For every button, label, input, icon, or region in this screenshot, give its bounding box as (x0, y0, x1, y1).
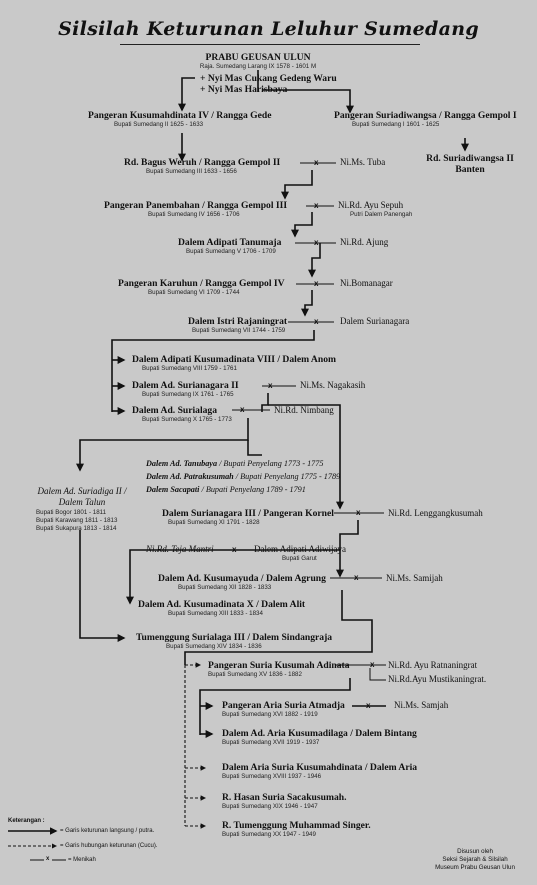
gen2-2-name: Dalem Ad. Kusumayuda / Dalem Agrung (158, 573, 326, 584)
line-chain1-chain2 (285, 170, 312, 198)
left-branch-sub-2: Bupati Karawang 1811 - 1813 (36, 517, 118, 524)
marriage-mark-8: x (356, 508, 361, 517)
legend-x-mark: x (46, 856, 50, 862)
side-marriage-right: Dalem Adipati Adiwijaya (254, 544, 346, 554)
node-right1 (334, 110, 517, 129)
gen4-1-sub: Bupati Sumedang XVI 1882 - 1919 (222, 711, 318, 718)
gen2-node-1 (162, 508, 334, 527)
left1-name: Pangeran Kusumahdinata IV / Rangga Gede (88, 110, 272, 121)
sib1-sub: Bupati Sumedang VIII 1759 - 1761 (142, 365, 237, 372)
right1-name: Pangeran Suriadiwangsa / Rangga Gempol I (334, 110, 517, 121)
marriage-line-11 (370, 668, 386, 680)
chain1-spouse: Ni.Ms. Tuba (340, 157, 386, 167)
chain5-sub: Bupati Sumedang VII 1744 - 1759 (192, 327, 286, 334)
line-chain4-chain5 (305, 290, 312, 315)
left1-sub: Bupati Sumedang II 1625 - 1633 (114, 121, 204, 128)
gen2-3-name: Dalem Ad. Kusumadinata X / Dalem Alit (138, 599, 306, 610)
gen4-node-2 (222, 728, 417, 747)
chain4-name: Pangeran Karuhun / Rangga Gempol IV (118, 278, 285, 289)
marriage-mark-10: x (370, 660, 375, 669)
marriage-mark-6: x (268, 381, 273, 390)
left-branch-sub-1: Bupati Bogor 1801 - 1811 (36, 509, 107, 516)
sib-node-1 (132, 354, 336, 373)
marriage-mark-11: x (366, 701, 371, 710)
sib3-sub: Bupati Sumedang X 1765 - 1773 (142, 416, 232, 423)
marriage-mark-9: x (354, 573, 359, 582)
gen4-3-sub: Bupati Sumedang XVIII 1937 - 1946 (222, 773, 322, 780)
marriage-mark-side: x (232, 545, 237, 554)
chain5-name: Dalem Istri Rajaningrat (188, 316, 288, 327)
gen2-2-spouse: Ni.Ms. Samijah (386, 573, 443, 583)
chain2-name: Pangeran Panembahan / Rangga Gempol III (104, 200, 288, 211)
chain-node-4 (118, 278, 285, 297)
root-node (178, 52, 338, 71)
chain4-sub: Bupati Sumedang VI 1709 - 1744 (148, 289, 240, 296)
chain3-spouse: Ni.Rd. Ajung (340, 237, 389, 247)
line-sib2-down (262, 393, 268, 412)
line-sib3-kornel (248, 440, 262, 455)
regent-3-name: Dalem Sacapati (146, 485, 200, 494)
gen2-1-name: Dalem Surianagara III / Pangeran Kornel (162, 508, 334, 519)
node-left1 (88, 110, 271, 129)
regent-1-name: Dalem Ad. Tanubaya (146, 459, 218, 468)
root-wife-2: + Nyi Mas Harisbaya (200, 84, 288, 95)
chain2-spouse-sub: Putri Dalem Panengah (350, 211, 413, 218)
line-left-to-sindangraja (80, 530, 124, 638)
credit-block (420, 848, 530, 872)
regent-3 (146, 485, 306, 495)
sib2-name: Dalem Ad. Surianagara II (132, 380, 239, 391)
chain3-name: Dalem Adipati Tanumaja (178, 237, 282, 248)
gen3-node (208, 660, 350, 679)
gen4-4-name: R. Hasan Suria Sacakusumah. (222, 792, 347, 803)
gen4-5-name: R. Tumenggung Muhammad Singer. (222, 820, 371, 831)
regent-3-sub: / Bupati Penyelang 1789 - 1791 (201, 485, 306, 494)
gen4-node-5 (222, 820, 371, 839)
gen4-1-spouse: Ni.Ms. Samjah (394, 700, 449, 710)
credit-line-1: Disusun oleh (457, 848, 493, 855)
sib-node-2 (132, 380, 239, 399)
gen3-spouse-2: Ni.Rd.Ayu Mustikaningrat. (388, 674, 487, 684)
chain5-spouse: Dalem Surianagara (340, 316, 410, 326)
marriage-mark-3: x (314, 238, 319, 247)
gen2-1-sub: Bupati Sumedang XI 1791 - 1828 (168, 519, 260, 526)
gen4-4-sub: Bupati Sumedang XIX 1946 - 1947 (222, 803, 318, 810)
root-name: PRABU GEUSAN ULUN (205, 52, 311, 63)
root-sub: Raja. Sumedang Larang IX 1578 - 1601 M (199, 63, 317, 70)
gen3-name: Pangeran Suria Kusumah Adinata (208, 660, 350, 671)
right2-name2: Banten (455, 164, 485, 175)
chain2-spouse-block (338, 200, 412, 219)
gen4-5-sub: Bupati Sumedang XX 1947 - 1949 (222, 831, 316, 838)
marriage-mark-4: x (314, 279, 319, 288)
sib2-sub: Bupati Sumedang IX 1761 - 1765 (142, 391, 234, 398)
gen4-node-3 (222, 762, 417, 781)
chain-node-5 (188, 316, 287, 335)
marriage-mark-1: x (314, 158, 319, 167)
chain-node-1 (124, 157, 280, 176)
sib3-spouse: Ni.Rd. Nimbang (274, 405, 334, 415)
right2-name: Rd. Suriadiwangsa II (426, 153, 514, 164)
chain3-sub: Bupati Sumedang V 1706 - 1709 (186, 248, 276, 255)
chain-node-3 (178, 237, 281, 256)
regent-2-sub: / Bupati Penyelang 1775 - 1789 (235, 472, 341, 481)
sib-node-3 (132, 405, 232, 424)
chain1-name: Rd. Bagus Weruh / Rangga Gempol II (124, 157, 281, 168)
gen2-4-sub: Bupati Sumedang XIV 1834 - 1836 (166, 643, 262, 650)
regent-1 (146, 459, 323, 469)
gen2-node-2 (158, 573, 326, 592)
legend-item-3: = Menikah (68, 857, 96, 863)
chain1-sub: Bupati Sumedang III 1633 - 1656 (146, 168, 237, 175)
side-marriage-left: Ni.Rd. Teja Mantri (146, 544, 214, 554)
sib2-spouse: Ni.Ms. Nagakasih (300, 380, 366, 390)
legend-title: Keterangan : (8, 818, 45, 824)
credit-line-2: Seksi Sejarah & Silsilah (442, 856, 508, 863)
gen2-2-sub: Bupati Sumedang XII 1828 - 1833 (178, 584, 272, 591)
marriage-mark-2: x (314, 201, 319, 210)
chain-node-2 (104, 200, 287, 219)
right1-sub: Bupati Sumedang I 1601 - 1625 (352, 121, 440, 128)
side-marriage-right-block (254, 544, 346, 563)
left-branch-name1: Dalem Ad. Suriadiga II / (37, 486, 127, 496)
gen2-3-sub: Bupati Sumedang XIII 1833 - 1834 (168, 610, 263, 617)
gen4-node-4 (222, 792, 347, 811)
line-chain3-chain4 (312, 243, 320, 276)
gen4-3-name: Dalem Aria Suria Kusumahdinata / Dalem Aria (222, 762, 418, 773)
chart-title: Silsilah Keturunan Leluhur Sumedang (58, 18, 479, 40)
chain2-spouse: Ni.Rd. Ayu Sepuh (338, 200, 404, 210)
regent-1-sub: / Bupati Penyelang 1773 - 1775 (219, 459, 324, 468)
left-branch-node (30, 486, 134, 508)
left-branch-sub-3: Bupati Sukapura 1813 - 1814 (36, 525, 117, 532)
root-wife-1: + Nyi Mas Cukang Gedeng Waru (200, 73, 337, 84)
regent-2 (146, 472, 340, 482)
credit-line-3: Museum Prabu Geusan Ulun (435, 864, 515, 871)
gen2-node-4 (136, 632, 332, 651)
line-chain2-chain3 (295, 212, 312, 236)
gen2-4-name: Tumenggung Surialaga III / Dalem Sindangraja (136, 632, 333, 643)
chain2-sub: Bupati Sumedang IV 1656 - 1706 (148, 211, 240, 218)
gen4-2-sub: Bupati Sumedang XVII 1919 - 1937 (222, 739, 320, 746)
left-branch-name2: Dalem Talun (58, 497, 106, 507)
chain4-spouse: Ni.Bomanagar (340, 278, 393, 288)
gen4-2-name: Dalem Ad. Aria Kusumadilaga / Dalem Bintang (222, 728, 417, 739)
marriage-mark-5: x (314, 317, 319, 326)
gen4-node-1 (222, 700, 345, 719)
sib1-name: Dalem Adipati Kusumadinata VIII / Dalem Anom (132, 354, 336, 365)
gen3-spouse-1: Ni.Rd. Ayu Ratnaningrat (388, 660, 478, 670)
sib3-name: Dalem Ad. Surialaga (132, 405, 218, 416)
node-right2 (420, 153, 520, 175)
legend-item-2: = Garis hubungan keturunan (Cucu). (60, 843, 158, 849)
marriage-mark-7: x (240, 405, 245, 414)
legend-item-1: = Garis keturunan langsung / putra. (60, 828, 155, 834)
gen2-node-3 (138, 599, 305, 618)
gen3-sub: Bupati Sumedang XV 1836 - 1882 (208, 671, 302, 678)
line-wife1-left1 (182, 78, 195, 110)
regent-2-name: Dalem Ad. Patrakusumah (146, 472, 234, 481)
gen4-1-name: Pangeran Aria Suria Atmadja (222, 700, 345, 711)
side-marriage-right-sub: Bupati Garut (282, 555, 317, 562)
gen2-1-spouse: Ni.Rd. Lenggangkusumah (388, 508, 483, 518)
